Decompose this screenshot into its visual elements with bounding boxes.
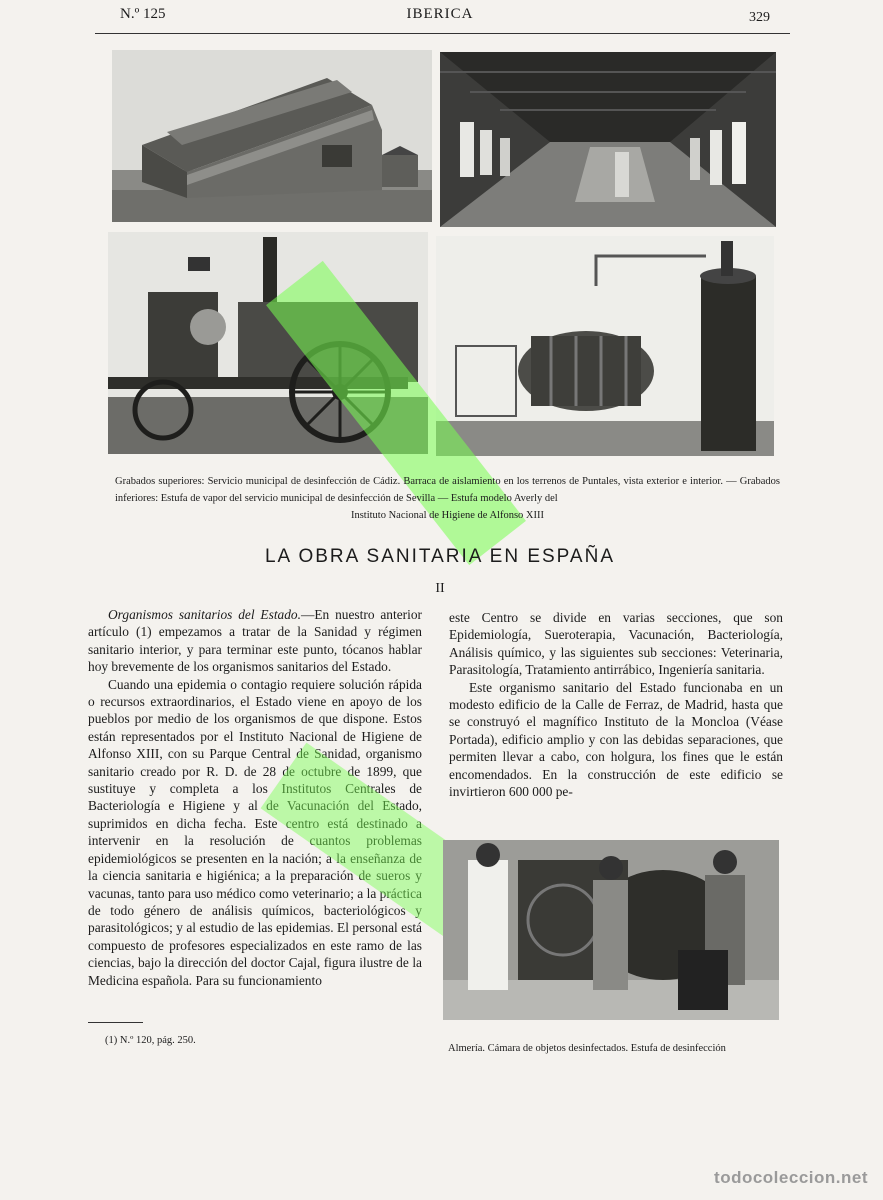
footnote-rule — [88, 1022, 143, 1023]
caption-line-2: e interior. — Grabados inferiores: Estufa de vapor del servicio municipal de desinfección de Sevilla — Estufa modelo Averly del — [115, 476, 780, 504]
paragraph-2: Cuando una epidemia o contagio requiere solución rápida o recursos extraordinarios, el Estado viene en apoyo de los pueblos por medio de los organismos de que dispone. Estos están representados por el Instituto Nacional de Higiene de Alfonso XIII, con su Parque Central de Sanidad, organismo sanitario creado por R. D. de 28 de octubre de 1899, que sustituye y completa a los Institutos Centrales de Bacteriología e Higiene y al de Vacunación del Estado, suprimidos en dicha fecha. Este centro está destinado a intervenir en la resolución de cuantos problemas epidemiológicos se presenten en la nación; a la enseñanza de la ciencia sanitaria e higiénica; a la preparación de sueros y vacunas, tanto para uso médico como veterinario; a la práctica de todo género de análisis químicos, bacteriológicos y parasitológicos; y al estudio de las epidemias. El personal está compuesto de profesores especializados en este ramo de las ciencias, bajo la dirección del doctor Cajal, figura ilustre de la Medicina española. Para su funcionamiento — [88, 676, 422, 988]
article-title: LA OBRA SANITARIA EN ESPAÑA — [264, 546, 615, 567]
caption-line-1: Grabados superiores: Servicio municipal de desinfección de Cádiz. Barraca de aislamiento en los terrenos de Puntales, vista exterior — [115, 476, 680, 487]
article-section-number: II — [435, 581, 445, 596]
photo-barracks-interior — [440, 52, 776, 227]
photo-averly-sterilizer — [436, 236, 774, 456]
watermark-logo: todocoleccion.net — [714, 1168, 868, 1187]
footnote: (1) N.º 120, pág. 250. — [105, 1035, 196, 1046]
paragraph-4: Este organismo sanitario del Estado funcionaba en un modesto edificio de la Calle de Ferraz, de Madrid, hasta que se construyó el magnífico Instituto de la Moncloa (Véase Portada), edificio amplio y con las debidas separaciones, que permiten llevar a cabo, con holgura, los fines que le están encomendados. En la construcción de este edificio se invirtieron 600 000 pe- — [449, 679, 783, 800]
issue-number: N.º 125 — [120, 6, 166, 22]
lead-heading: Organismos sanitarios del Estado. — [108, 607, 301, 622]
almeria-photo-caption: Almería. Cámara de objetos desinfectados. Estufa de desinfección — [448, 1043, 726, 1054]
paragraph-3: este Centro se divide en varias secciones, que son Epidemiología, Sueroterapia, Vacunación, Bacteriología, Análisis químico, y las siguientes sub secciones: Veterinaria, Parasitología, Tratamiento antirrábico, Ingeniería sanitaria. — [449, 610, 783, 678]
caption-line-3: Instituto Nacional de Higiene de Alfonso XIII — [350, 510, 545, 521]
photo-almeria-disinfection-chamber — [443, 840, 779, 1020]
photo-barracks-exterior — [112, 50, 432, 222]
page-number: 329 — [749, 10, 770, 25]
paragraph-1 — [88, 606, 422, 676]
journal-title: IBERICA — [406, 6, 474, 22]
paragraph-1-text: —En nuestro anterior artículo (1) empezamos a tratar de la Sanidad y régimen sanitario interior, y para terminar este punto, tócanos hablar hoy brevemente de los organismos sanitarios del Estado. — [88, 607, 422, 675]
right-column — [449, 609, 783, 800]
top-photos-caption — [115, 473, 780, 524]
header-rule — [95, 33, 790, 34]
page-header — [95, 6, 785, 32]
